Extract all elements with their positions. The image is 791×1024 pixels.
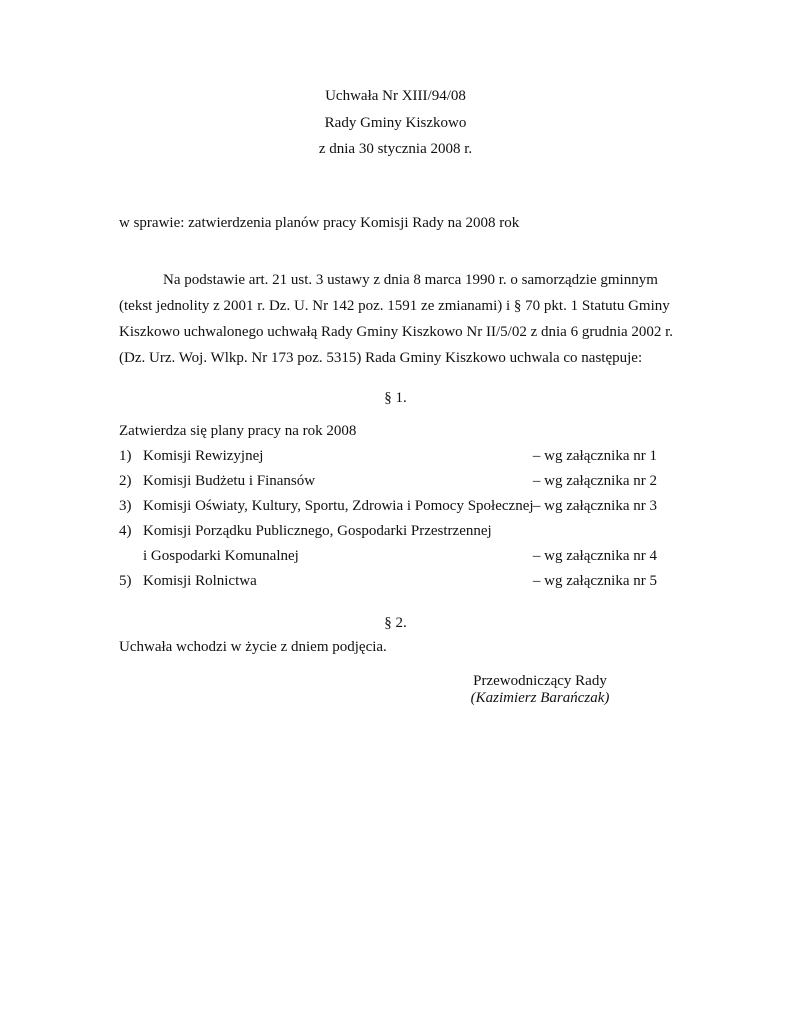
item-name: Komisji Rewizyjnej [143, 448, 264, 464]
signature-role: Przewodniczący Rady [473, 673, 607, 689]
item-reference: – wg załącznika nr 3 [532, 498, 657, 514]
item-name: Komisji Oświaty, Kultury, Sportu, Zdrowia i Pomocy Społecznej [143, 498, 534, 514]
item-number: 2) [119, 473, 132, 489]
section-2-text: Uchwała wchodzi w życie z dniem podjęcia. [119, 639, 387, 655]
item-number: 4) [119, 523, 132, 539]
item-reference: – wg załącznika nr 2 [532, 473, 657, 489]
basis-line-2: (tekst jednolity z 2001 r. Dz. U. Nr 142 poz. 1591 ze zmianami) i § 70 pkt. 1 Statutu Gminy [119, 298, 670, 314]
resolution-date: z dnia 30 stycznia 2008 r. [318, 141, 473, 157]
council-name: Rady Gminy Kiszkowo [324, 115, 467, 131]
item-name: i Gospodarki Komunalnej [143, 548, 299, 564]
signature-name: (Kazimierz Barańczak) [470, 690, 610, 706]
section-1-intro: Zatwierdza się plany pracy na rok 2008 [119, 423, 357, 439]
resolution-title: Uchwała Nr XIII/94/08 [325, 88, 466, 104]
section-1-heading: § 1. [384, 390, 407, 406]
item-reference: – wg załącznika nr 1 [532, 448, 657, 464]
item-number: 3) [119, 498, 132, 514]
item-number: 5) [119, 573, 132, 589]
item-reference: – wg załącznika nr 5 [532, 573, 657, 589]
item-name: Komisji Budżetu i Finansów [143, 473, 316, 489]
basis-line-4: (Dz. Urz. Woj. Wlkp. Nr 173 poz. 5315) Rada Gminy Kiszkowo uchwala co następuje: [119, 350, 643, 366]
item-number: 1) [119, 448, 132, 464]
basis-line-3: Kiszkowo uchwalonego uchwałą Rady Gminy Kiszkowo Nr II/5/02 z dnia 6 grudnia 2002 r. [119, 324, 674, 340]
item-name: Komisji Porządku Publicznego, Gospodarki Przestrzennej [143, 523, 492, 539]
item-reference: – wg załącznika nr 4 [532, 548, 657, 564]
basis-line-1: Na podstawie art. 21 ust. 3 ustawy z dnia 8 marca 1990 r. o samorządzie gminnym [163, 272, 658, 288]
section-2-heading: § 2. [384, 615, 407, 631]
subject-line: w sprawie: zatwierdzenia planów pracy Komisji Rady na 2008 rok [119, 215, 520, 231]
item-name: Komisji Rolnictwa [143, 573, 257, 589]
